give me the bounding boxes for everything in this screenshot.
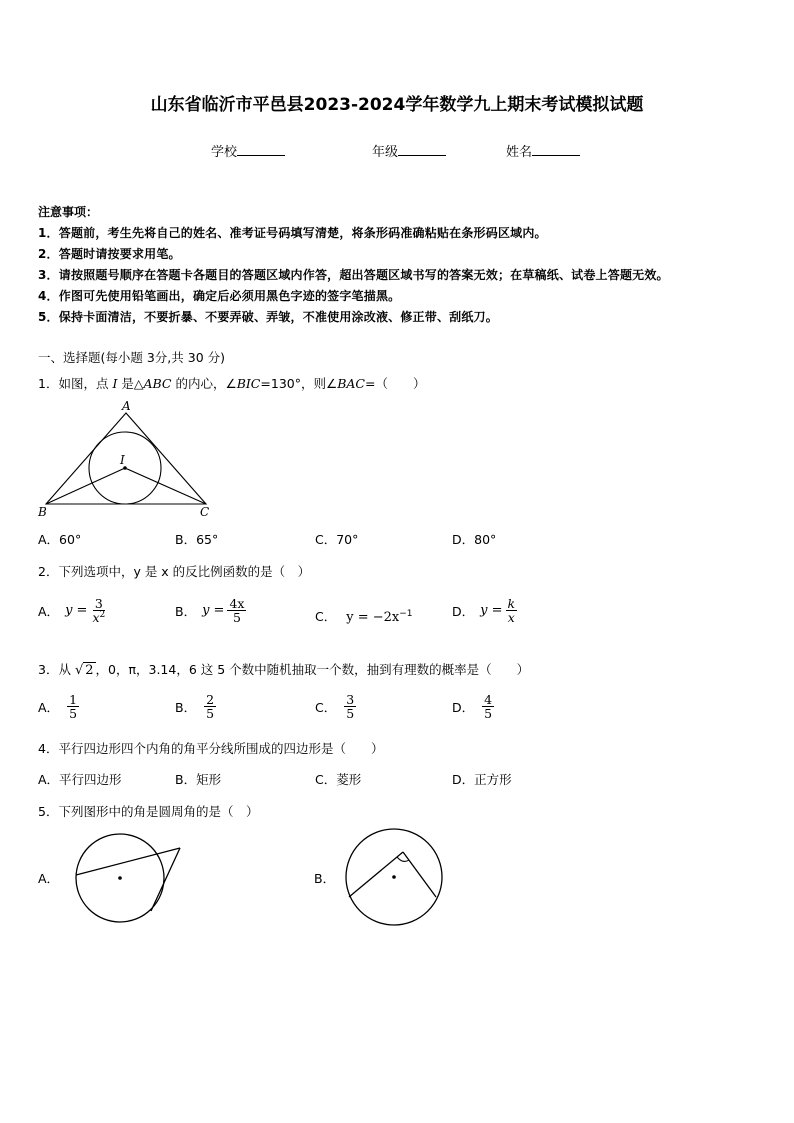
note-item: 1．答题前，考生先将自己的姓名、准考证号码填写清楚，将条形码准确粘贴在条形码区域内。	[38, 226, 547, 240]
q5-option-a-label[interactable]: A．	[38, 871, 60, 886]
grade-label: 年级	[372, 145, 399, 160]
q3-option-c[interactable]: C． $\frac{3}{5}$	[315, 692, 355, 722]
q5-option-a-figure[interactable]	[68, 828, 186, 928]
name-label: 姓名	[506, 145, 533, 160]
page-title: 山东省临沂市平邑县2023-2024学年数学九上期末考试模拟试题	[150, 95, 644, 115]
q4-option-b[interactable]: B．矩形	[175, 772, 222, 787]
note-item: 2．答题时请按要求用笔。	[38, 247, 181, 261]
incircle-triangle-figure	[30, 396, 220, 522]
angle-side-left	[349, 852, 403, 897]
fraction: $\frac{3}{x^2}$	[92, 596, 106, 626]
label-a: A	[122, 399, 131, 413]
q1-option-a[interactable]: A．60°	[38, 532, 82, 547]
label-i: I	[120, 453, 125, 467]
q5-option-b-figure[interactable]	[340, 826, 448, 928]
note-item: 5．保持卡面清洁，不要折暴、不要弄破、弄皱，不准使用涂改液、修正带、刮纸刀。	[38, 310, 498, 324]
segment-ib	[46, 468, 125, 504]
question-4-text: 4．平行四边形四个内角的角平分线所围成的四边形是（ ）	[38, 741, 384, 756]
q5-option-b-label[interactable]: B．	[314, 871, 336, 886]
q4-option-c[interactable]: C．菱形	[315, 772, 362, 787]
q4-option-d[interactable]: D．正方形	[452, 772, 512, 787]
q2-option-c[interactable]: C． $y = -2x^{-1}$	[315, 608, 413, 625]
center-point	[392, 875, 396, 879]
grade-blank[interactable]	[398, 143, 446, 156]
fraction: $\frac{4}{5}$	[484, 692, 493, 722]
label-c: C	[200, 505, 210, 519]
sqrt-symbol: √ 2	[74, 663, 94, 678]
q1-option-b[interactable]: B．65°	[175, 532, 219, 547]
label-b: B	[38, 505, 47, 519]
name-field[interactable]	[506, 141, 580, 160]
notes-heading: 注意事项：	[38, 205, 99, 219]
q1-option-c[interactable]: C．70°	[315, 532, 359, 547]
school-label: 学校	[211, 145, 238, 160]
fraction: $\frac{4x}{5}$	[229, 596, 245, 626]
fraction: $\frac{1}{5}$	[69, 692, 78, 722]
fraction: $\frac{3}{5}$	[346, 692, 355, 722]
q4-option-a[interactable]: A．平行四边形	[38, 772, 122, 787]
school-field[interactable]	[211, 141, 285, 160]
question-3-text: 3．从 √ 2 ，0，π，3.14，6 这 5 个数中随机抽取一个数，抽到有理数的概率是（ ）	[38, 662, 530, 678]
center-point	[118, 876, 122, 880]
triangle-abc	[46, 413, 206, 504]
angle-side-right	[403, 852, 436, 897]
school-blank[interactable]	[237, 143, 285, 156]
q2-option-d[interactable]: D． y = $\frac{k}{x}$	[452, 596, 516, 626]
fraction: $\frac{k}{x}$	[507, 596, 516, 626]
question-1-text: 1．如图，点 I 是△ABC 的内心，∠BIC=130°，则∠BAC=（ ）	[38, 376, 426, 391]
q1-option-d[interactable]: D．80°	[452, 532, 497, 547]
question-2-text: 2．下列选项中，y 是 x 的反比例函数的是（ ）	[38, 564, 311, 579]
segment-ic	[125, 468, 206, 504]
note-item: 4．作图可先使用铅笔画出，确定后必须用黑色字迹的签字笔描黑。	[38, 289, 401, 303]
question-5-text: 5．下列图形中的角是圆周角的是（ ）	[38, 804, 259, 819]
q3-option-d[interactable]: D． $\frac{4}{5}$	[452, 692, 493, 722]
chord-line	[76, 848, 180, 875]
q3-option-a[interactable]: A． $\frac{1}{5}$	[38, 692, 78, 722]
note-item: 3．请按照题号顺序在答题卡各题目的答题区域内作答，超出答题区域书写的答案无效；在草稿纸、试卷上答题无效。	[38, 268, 669, 282]
grade-field[interactable]	[372, 141, 446, 160]
q3-option-b[interactable]: B． $\frac{2}{5}$	[175, 692, 215, 722]
q2-option-b[interactable]: B． y = $\frac{4x}{5}$	[175, 596, 245, 626]
section-heading: 一、选择题(每小题 3分,共 30 分)	[38, 350, 226, 365]
fraction: $\frac{2}{5}$	[206, 692, 215, 722]
tangent-line	[151, 848, 180, 911]
name-blank[interactable]	[532, 143, 580, 156]
q2-option-a[interactable]: A． y = $\frac{3}{x^2}$	[38, 596, 106, 626]
